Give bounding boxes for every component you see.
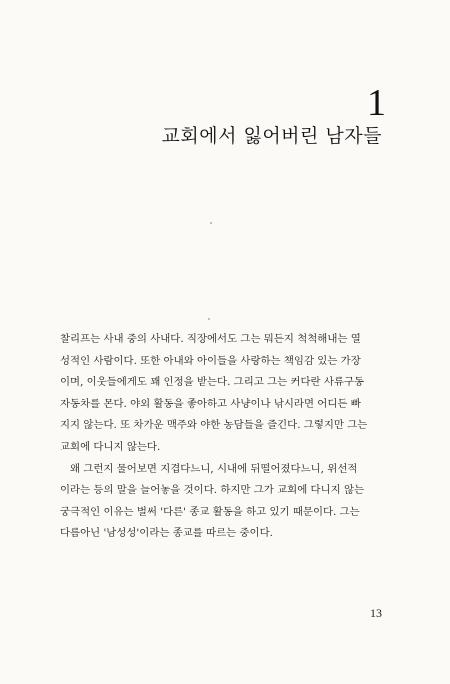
text-line: 성적인 사람이다. 또한 아내와 아이들을 사랑하는 책임감 있는 가장 xyxy=(60,354,361,367)
text-line: 교회에 다니지 않는다. xyxy=(60,440,161,453)
paragraph-2 xyxy=(60,459,388,545)
page-number: 13 xyxy=(370,606,382,620)
text-line: 왜 그런지 물어보면 지겹다느니, 시내에 뒤떨어졌다느니, 위선적 xyxy=(70,462,358,475)
body-text xyxy=(60,329,388,545)
text-line: 이며, 이웃들에게도 꽤 인정을 받는다. 그리고 그는 커다란 사류구동 xyxy=(60,376,365,389)
text-line: 지지 않는다. 또 차가운 맥주와 야한 농담들을 즐긴다. 그렇지만 그는 xyxy=(60,419,368,432)
paper-speck xyxy=(210,222,212,224)
text-line: 자동차를 몬다. 야외 활동을 좋아하고 사냥이나 낚시라면 어디든 빠 xyxy=(60,397,361,410)
text-line: 이라는 등의 말을 늘어놓을 것이다. 하지만 그가 교회에 다니지 않는 xyxy=(60,484,365,497)
text-line: 다름아닌 '남성성'이라는 종교를 따르는 중이다. xyxy=(60,527,273,540)
text-line: 찰리프는 사내 중의 사내다. 직장에서도 그는 뭐든지 척척해내는 열 xyxy=(60,333,361,345)
paragraph-1 xyxy=(60,329,388,459)
paper-speck xyxy=(208,318,210,320)
chapter-number: 1 xyxy=(367,82,386,124)
text-line: 궁극적인 이유는 벌써 '다른' 종교 활동을 하고 있기 때문이다. 그는 xyxy=(60,505,360,518)
chapter-title: 교회에서 잃어버린 남자들 xyxy=(161,125,382,147)
